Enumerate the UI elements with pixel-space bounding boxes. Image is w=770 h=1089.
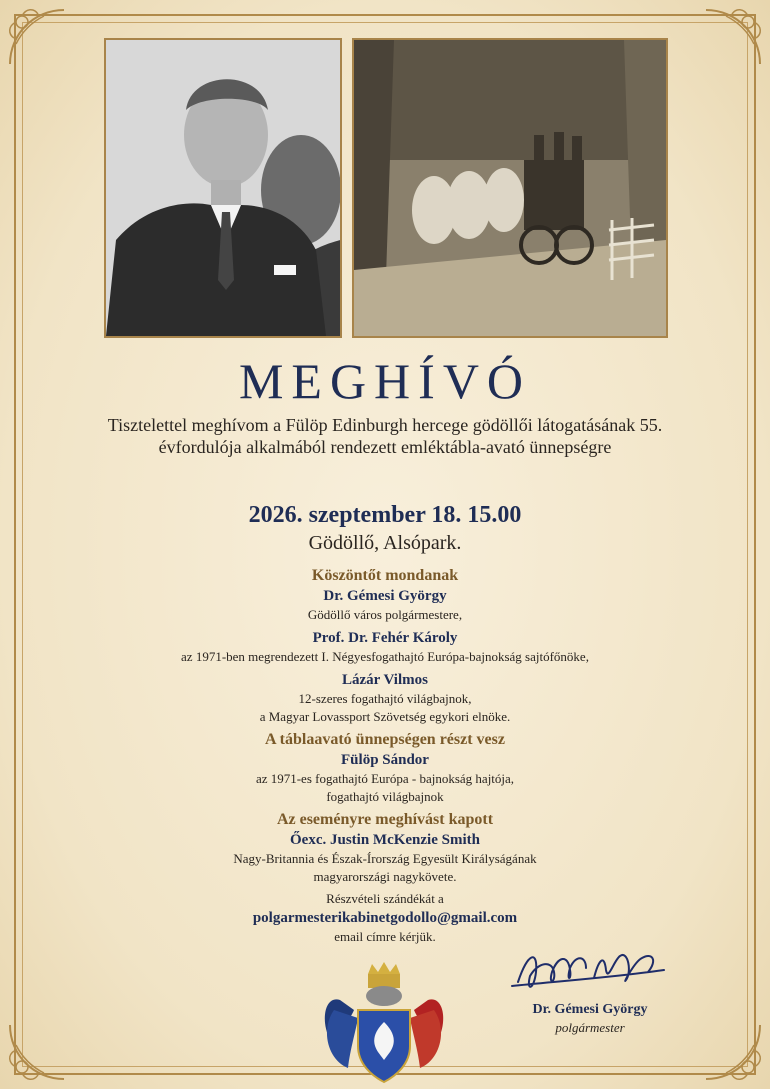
invited-description: Nagy-Britannia és Észak-Írország Egyesült Királyságának xyxy=(233,851,537,866)
greeter-description: az 1971-ben megrendezett I. Négyesfogathajtó Európa-bajnokság sajtófőnöke, xyxy=(181,649,589,664)
invited-description: magyarországi nagykövete. xyxy=(313,869,457,884)
carriage-illustration xyxy=(354,40,666,336)
greeter-description: a Magyar Lovassport Szövetség egykori elnöke. xyxy=(259,709,511,724)
participant-heading: A táblaavató ünnepségen részt vesz xyxy=(265,731,505,748)
rsvp-text: email címre kérjük. xyxy=(334,929,436,944)
corner-ornament-icon xyxy=(696,1015,766,1085)
portrait-illustration xyxy=(106,40,340,336)
page-title: MEGHÍVÓ xyxy=(238,353,532,409)
participant-description: fogathajtó világbajnok xyxy=(326,789,444,804)
signer-name: Dr. Gémesi György xyxy=(532,1002,648,1017)
corner-ornament-icon xyxy=(4,4,74,74)
greeter-name: Lázár Vilmos xyxy=(342,672,428,688)
greeter-description: 12-szeres fogathajtó világbajnok, xyxy=(298,691,472,706)
signature-icon xyxy=(508,942,668,998)
invited-name: Őexc. Justin McKenzie Smith xyxy=(290,832,480,848)
signer-title: polgármester xyxy=(555,1020,625,1035)
greeters-heading: Köszöntőt mondanak xyxy=(311,567,459,584)
event-place: Gödöllő, Alsópark. xyxy=(308,532,462,554)
greeter-name: Dr. Gémesi György xyxy=(323,588,447,604)
corner-ornament-icon xyxy=(696,4,766,74)
rsvp-email: polgarmesterikabinetgodollo@gmail.com xyxy=(252,910,518,926)
rsvp-text: Részvételi szándékát a xyxy=(326,891,444,906)
carriage-photo xyxy=(352,38,668,338)
corner-ornament-icon xyxy=(4,1015,74,1085)
participant-name: Fülöp Sándor xyxy=(341,752,429,768)
portrait-photo xyxy=(104,38,342,338)
greeter-name: Prof. Dr. Fehér Károly xyxy=(312,630,458,646)
participant-description: az 1971-es fogathajtó Európa - bajnokság hajtója, xyxy=(255,771,515,786)
program-details xyxy=(120,566,650,946)
greeter-description: Gödöllő város polgármestere, xyxy=(307,607,463,622)
coat-of-arms-icon xyxy=(320,960,448,1084)
event-date: 2026. szeptember 18. 15.00 xyxy=(248,502,522,528)
invited-heading: Az eseményre meghívást kapott xyxy=(276,811,494,828)
invitation-intro: Tisztelettel meghívom a Fülöp Edinburgh hercege gödöllői látogatásának 55. évfordulója alkalmából rendezett emléktábla-avató ünnepségre xyxy=(107,415,663,457)
